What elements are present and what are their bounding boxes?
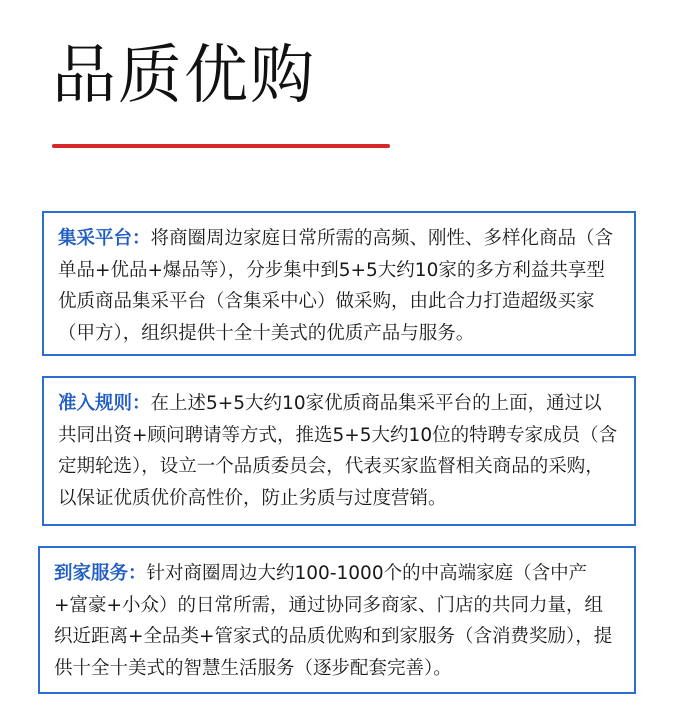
section-text: 在上述5+5大约10家优质商品集采平台的上面，通过以共同出资+顾问聘请等方式，推选5+5大约10位的特聘专家成员（含定期轮选），设立一个品质委员会，代表买家监督相关商品的采购，以保证优质优价高性价，防止劣质与过度营销。: [58, 393, 618, 509]
section-box-home-service: [38, 546, 636, 694]
section-box-admission-rules: [42, 376, 636, 526]
section-label: 到家服务：: [54, 563, 147, 584]
page-title: 品质优购: [52, 39, 316, 113]
section-label: 准入规则：: [58, 393, 151, 414]
section-label: 集采平台：: [58, 228, 151, 249]
section-text: 将商圈周边家庭日常所需的高频、刚性、多样化商品（含单品+优品+爆品等），分步集中到5+5大约10家的多方利益共享型优质商品集采平台（含集采中心）做采购，由此合力打造超级买家（甲方），组织提供十全十美式的优质产品与服务。: [58, 228, 614, 344]
section-box-procurement-platform: [42, 211, 636, 356]
section-paragraph: [54, 558, 620, 684]
title-underline: [52, 144, 390, 148]
section-paragraph: [58, 223, 620, 349]
section-text: 针对商圈周边大约100-1000个的中高端家庭（含中产+富豪+小众）的日常所需，通过协同多商家、门店的共同力量，组织近距离+全品类+管家式的品质优购和到家服务（含消费奖励），提供十全十美式的智慧生活服务（逐步配套完善）。: [54, 563, 613, 679]
section-paragraph: [58, 388, 620, 514]
